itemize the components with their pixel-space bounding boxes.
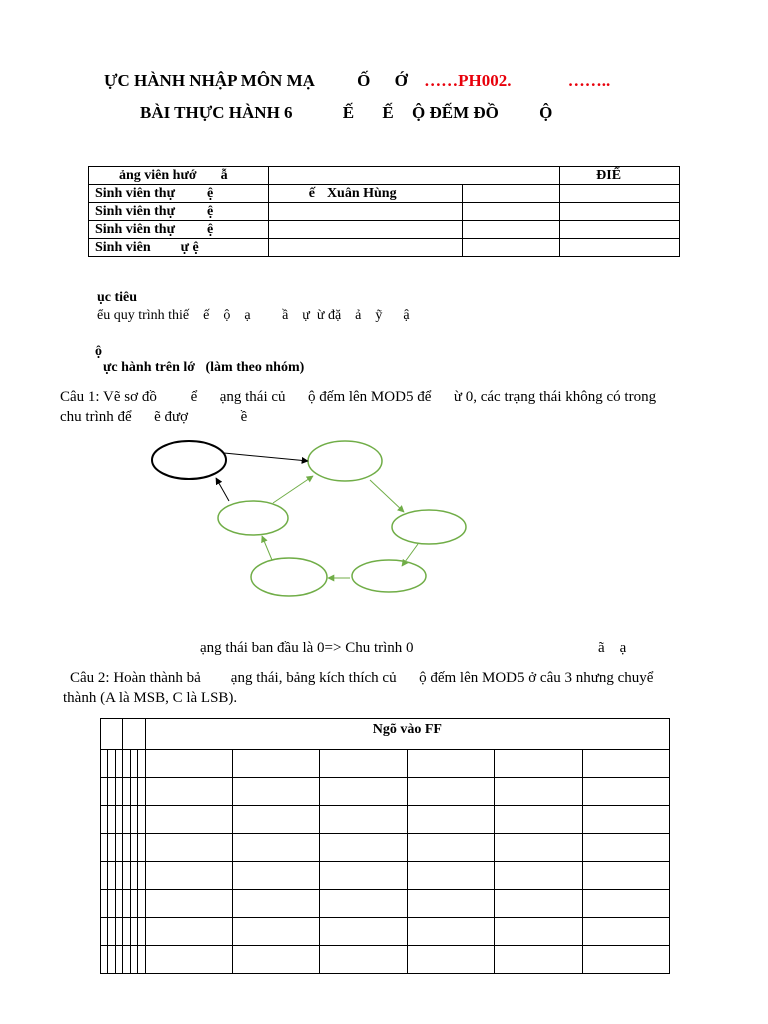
table-cell[interactable]: [582, 778, 669, 806]
table-cell[interactable]: [101, 890, 108, 918]
table-cell[interactable]: [145, 918, 232, 946]
table-row: [101, 750, 670, 778]
info-table: [88, 166, 680, 257]
title-line2-fragment: Ế: [382, 103, 394, 122]
question1-line1: Câu 1: Vẽ sơ đồ ể ạng thái củ ộ đếm lên MOD5 để ừ 0, các trạng thái không có trong: [60, 389, 657, 405]
table-cell[interactable]: [108, 750, 115, 778]
table-cell[interactable]: [130, 918, 137, 946]
student-name[interactable]: ế Xuân Hùng: [268, 185, 463, 203]
table-cell[interactable]: [145, 834, 232, 862]
table-cell[interactable]: [115, 806, 122, 834]
table-row: [89, 239, 680, 257]
title-line2-fragment: Ế: [342, 103, 355, 122]
section-objective-text: ểu quy trình thiế ế ộ ạ ầ ự ừ đặ ả ỹ ậ: [97, 308, 410, 323]
table-cell[interactable]: [138, 778, 145, 806]
info-label: Sinh viên thự ệ: [89, 221, 269, 239]
table-cell[interactable]: [407, 778, 494, 806]
table-cell[interactable]: [495, 806, 582, 834]
table-cell[interactable]: [233, 750, 320, 778]
table-cell[interactable]: [101, 946, 108, 974]
table-cell[interactable]: [108, 918, 115, 946]
table-cell[interactable]: [130, 834, 137, 862]
table-cell[interactable]: [233, 918, 320, 946]
score-header: ĐIỂ: [560, 167, 680, 185]
student-name[interactable]: [268, 239, 463, 257]
table-cell[interactable]: [145, 806, 232, 834]
table-cell[interactable]: [582, 806, 669, 834]
table-row: [101, 890, 670, 918]
transition-arrow: [224, 453, 308, 461]
table-cell[interactable]: [123, 778, 130, 806]
table-cell[interactable]: [101, 834, 108, 862]
table-cell[interactable]: [123, 918, 130, 946]
section-objective-heading: ục tiêu: [97, 290, 138, 305]
diagram-note: ạng thái ban đầu là 0=> Chu trình 0: [200, 640, 414, 656]
table-cell[interactable]: [407, 946, 494, 974]
table-cell[interactable]: [101, 918, 108, 946]
table-row: [89, 203, 680, 221]
state-node: [251, 558, 327, 596]
table-cell[interactable]: [233, 890, 320, 918]
table-cell[interactable]: [101, 806, 108, 834]
table-cell[interactable]: [320, 806, 407, 834]
table-cell[interactable]: [407, 890, 494, 918]
table-cell[interactable]: [108, 834, 115, 862]
table-cell[interactable]: [108, 946, 115, 974]
table-cell[interactable]: [115, 890, 122, 918]
question2-line2: thành (A là MSB, C là LSB).: [63, 690, 238, 706]
transition-arrow: [273, 476, 313, 503]
table-cell[interactable]: [320, 778, 407, 806]
table-cell[interactable]: [115, 862, 122, 890]
table-cell[interactable]: [407, 834, 494, 862]
table-row: [89, 221, 680, 239]
table-cell[interactable]: [495, 918, 582, 946]
transition-arrow: [402, 544, 418, 566]
table-cell[interactable]: [145, 862, 232, 890]
group-header-next: [123, 719, 145, 750]
table-cell[interactable]: [138, 862, 145, 890]
info-value[interactable]: [463, 239, 560, 257]
table-cell[interactable]: [320, 834, 407, 862]
state-node: [392, 510, 466, 544]
table-cell[interactable]: [115, 778, 122, 806]
state-node: [308, 441, 382, 481]
table-cell[interactable]: [145, 946, 232, 974]
table-cell[interactable]: [320, 750, 407, 778]
table-cell[interactable]: [407, 918, 494, 946]
table-row: [101, 834, 670, 862]
table-cell[interactable]: [130, 890, 137, 918]
table-cell[interactable]: [320, 890, 407, 918]
table-cell[interactable]: [495, 890, 582, 918]
title-line1-main: ỰC HÀNH NHẬP MÔN MẠ: [104, 71, 315, 90]
table-cell[interactable]: [138, 806, 145, 834]
table-cell[interactable]: [130, 778, 137, 806]
info-value[interactable]: [268, 167, 559, 185]
table-cell[interactable]: [582, 918, 669, 946]
table-row: [101, 806, 670, 834]
title-line2-fragment: Ộ: [539, 103, 553, 122]
table-cell[interactable]: [233, 778, 320, 806]
question1-line2: chu trình để ẽ đượ ề: [60, 409, 248, 425]
table-cell[interactable]: [123, 834, 130, 862]
table-cell[interactable]: [101, 778, 108, 806]
table-cell[interactable]: [495, 834, 582, 862]
info-label: Sinh viên thự ệ: [89, 203, 269, 221]
question2-line1: Câu 2: Hoàn thành bả ạng thái, bảng kích thích củ ộ đếm lên MOD5 ở câu 3 nhưng chuyể: [70, 670, 654, 686]
table-row: [89, 167, 680, 185]
group-header-current: [101, 719, 123, 750]
table-cell[interactable]: [582, 862, 669, 890]
table-cell[interactable]: [233, 862, 320, 890]
table-cell[interactable]: [108, 862, 115, 890]
state-node: [218, 501, 288, 535]
table-cell[interactable]: [145, 778, 232, 806]
table-cell[interactable]: [138, 750, 145, 778]
score-cell[interactable]: [560, 185, 680, 203]
state-node-initial: [152, 441, 226, 479]
table-cell[interactable]: [495, 778, 582, 806]
table-row: [101, 918, 670, 946]
title-line1-fragment: Ớ: [394, 71, 408, 90]
table-cell[interactable]: [108, 778, 115, 806]
table-cell[interactable]: [495, 750, 582, 778]
score-cell[interactable]: [560, 239, 680, 257]
table-cell[interactable]: [145, 750, 232, 778]
table-header-row: [101, 719, 670, 750]
section-marker: ộ: [95, 344, 102, 359]
table-cell[interactable]: [320, 862, 407, 890]
table-row: [101, 946, 670, 974]
table-cell[interactable]: [138, 946, 145, 974]
score-cell[interactable]: [560, 203, 680, 221]
group-header-ff-inputs: Ngõ vào FF: [145, 719, 669, 750]
table-cell[interactable]: [582, 890, 669, 918]
table-cell[interactable]: [582, 750, 669, 778]
info-value[interactable]: [463, 221, 560, 239]
transition-arrow: [216, 478, 229, 501]
table-cell[interactable]: [582, 946, 669, 974]
table-row: [101, 862, 670, 890]
info-label: Sinh viên thự ệ: [89, 185, 269, 203]
table-cell[interactable]: [101, 862, 108, 890]
table-cell[interactable]: [145, 890, 232, 918]
transition-arrow: [262, 536, 272, 560]
student-name[interactable]: [268, 203, 463, 221]
table-cell[interactable]: [130, 862, 137, 890]
table-cell[interactable]: [495, 946, 582, 974]
table-cell[interactable]: [130, 806, 137, 834]
table-cell[interactable]: [115, 918, 122, 946]
table-cell[interactable]: [495, 862, 582, 890]
table-cell[interactable]: [123, 862, 130, 890]
table-cell[interactable]: [407, 750, 494, 778]
title-line1-code: ……PH002.: [424, 71, 512, 90]
table-cell[interactable]: [115, 750, 122, 778]
state-node: [352, 560, 426, 592]
table-cell[interactable]: [123, 946, 130, 974]
table-row: [101, 778, 670, 806]
table-cell[interactable]: [130, 946, 137, 974]
table-row: [89, 185, 680, 203]
table-cell[interactable]: [123, 890, 130, 918]
title-line2-mid: Ộ ĐẾM ĐỒ: [411, 103, 499, 122]
table-cell[interactable]: [123, 806, 130, 834]
table-cell[interactable]: [407, 806, 494, 834]
table-cell[interactable]: [115, 834, 122, 862]
info-value[interactable]: [463, 203, 560, 221]
score-cell[interactable]: [560, 221, 680, 239]
section-practice-heading: ực hành trên lớ (làm theo nhóm): [103, 360, 305, 375]
table-cell[interactable]: [138, 918, 145, 946]
table-cell[interactable]: [101, 750, 108, 778]
table-cell[interactable]: [233, 806, 320, 834]
title-line2-main: BÀI THỰC HÀNH 6: [140, 103, 293, 122]
info-value[interactable]: [463, 185, 560, 203]
table-cell[interactable]: [320, 946, 407, 974]
title-line1-dots: ……..: [567, 71, 611, 90]
title-line1-fragment: Ố: [357, 71, 371, 90]
diagram-note-tail: ã ạ: [598, 640, 627, 656]
info-label: ảng viên hướ ẫ: [89, 167, 269, 185]
table-cell[interactable]: [233, 834, 320, 862]
table-cell[interactable]: [108, 806, 115, 834]
transition-arrow: [370, 480, 404, 512]
info-label: Sinh viên ự ệ: [89, 239, 269, 257]
table-cell[interactable]: [320, 918, 407, 946]
state-excitation-table: [100, 718, 670, 974]
table-cell[interactable]: [582, 834, 669, 862]
table-cell[interactable]: [407, 862, 494, 890]
table-cell[interactable]: [123, 750, 130, 778]
table-cell[interactable]: [130, 750, 137, 778]
table-cell[interactable]: [108, 890, 115, 918]
student-name[interactable]: [268, 221, 463, 239]
table-cell[interactable]: [233, 946, 320, 974]
table-cell[interactable]: [115, 946, 122, 974]
table-cell[interactable]: [138, 834, 145, 862]
table-cell[interactable]: [138, 890, 145, 918]
